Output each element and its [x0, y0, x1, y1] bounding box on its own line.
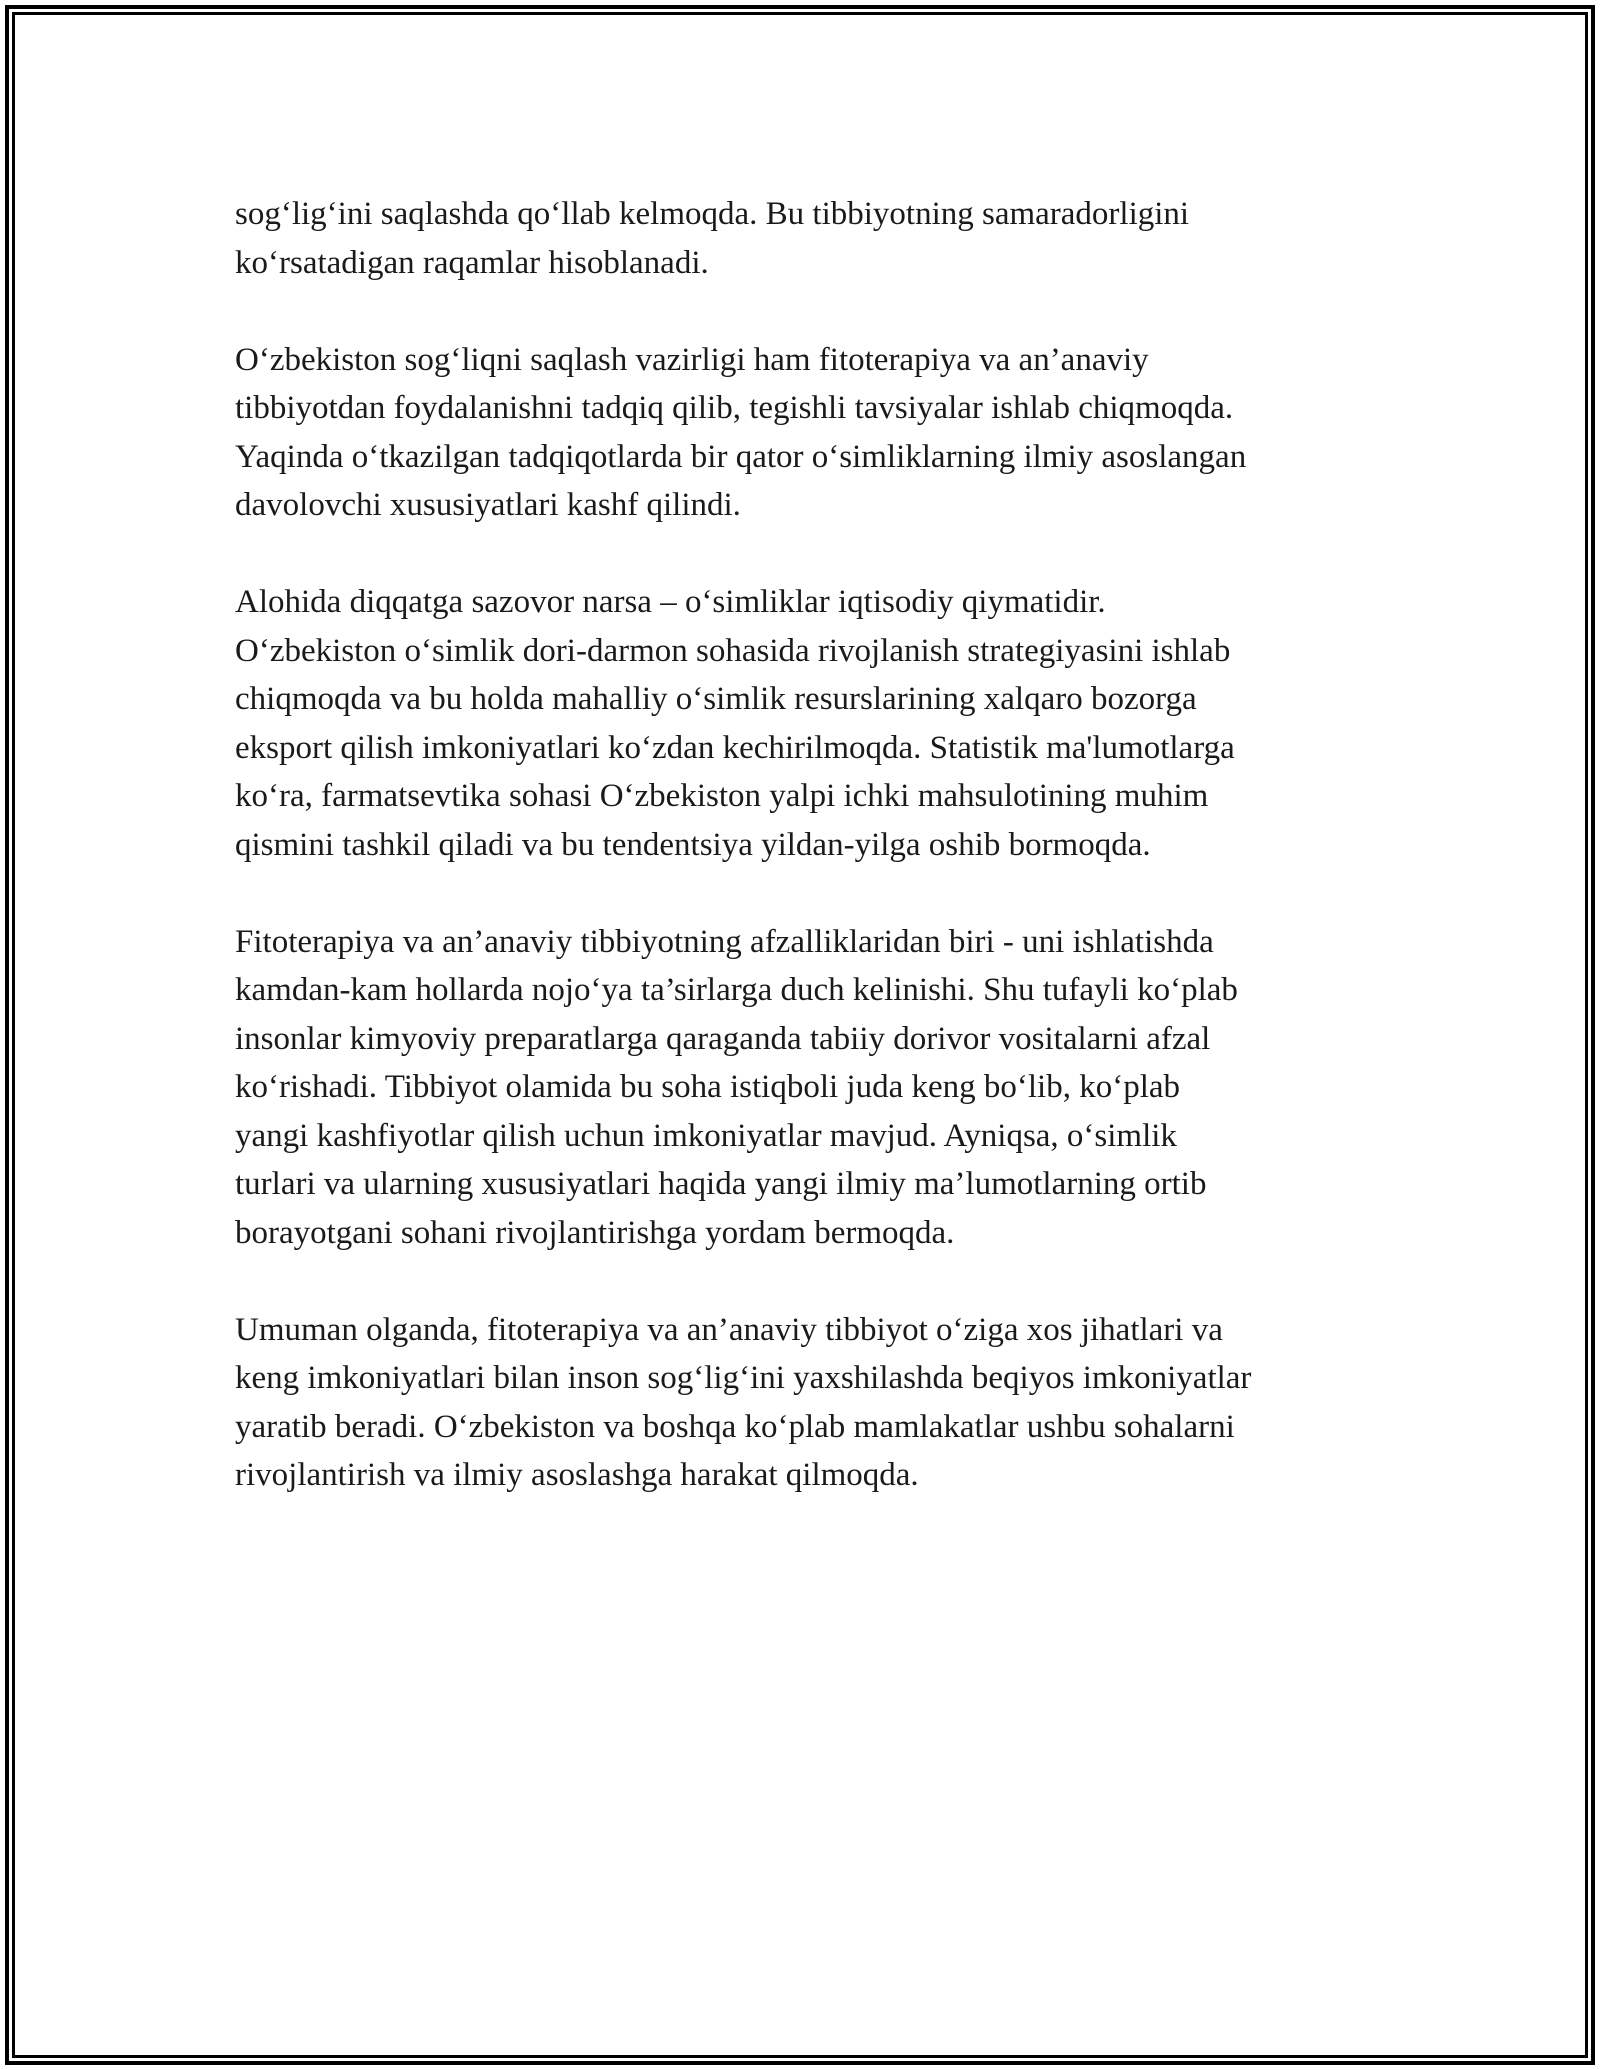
document-body: [235, 190, 1385, 1548]
paragraph-4: Fitoterapiya va an’anaviy tibbiyotning afzalliklaridan biri - uni ishlatishda kamdan-kam hollarda nojo‘ya ta’sirlarga duch kelinishi. Shu tufayli ko‘plab insonlar kimyoviy preparatlarga qaraganda tabiiy dorivor vositalarni afzal ko‘rishadi. Tibbiyot olamida bu soha istiqboli juda keng bo‘lib, ko‘plab yangi kashfiyotlar qilish uchun imkoniyatlar mavjud. Ayniqsa, o‘simlik turlari va ularning xususiyatlari haqida yangi ilmiy ma’lumotlarning ortib borayotgani sohani rivojlantirishga yordam bermoqda.: [235, 923, 1238, 1251]
paragraph-1: sog‘lig‘ini saqlashda qo‘llab kelmoqda. Bu tibbiyotning samaradorligini ko‘rsatadigan raqamlar hisoblanadi.: [235, 196, 1190, 281]
paragraph-5: Umuman olganda, fitoterapiya va an’anaviy tibbiyot o‘ziga xos jihatlari va keng imkoniyatlari bilan inson sog‘lig‘ini yaxshilashda beqiyos imkoniyatlar yaratib beradi. O‘zbekiston va boshqa ko‘plab mamlakatlar ushbu sohalarni rivojlantirish va ilmiy asoslashga harakat qilmoqda.: [235, 1311, 1252, 1493]
paragraph-3: Alohida diqqatga sazovor narsa – o‘simliklar iqtisodiy qiymatidir. O‘zbekiston o‘simlik dori-darmon sohasida rivojlanish strategiyasini ishlab chiqmoqda va bu holda mahalliy o‘simlik resurslarining xalqaro bozorga eksport qilish imkoniyatlari ko‘zdan kechirilmoqda. Statistik ma'lumotlarga ko‘ra, farmatsevtika sohasi O‘zbekiston yalpi ichki mahsulotining muhim qismini tashkil qiladi va bu tendentsiya yildan-yilga oshib bormoqda.: [235, 584, 1235, 863]
paragraph-2: O‘zbekiston sog‘liqni saqlash vazirligi ham fitoterapiya va an’anaviy tibbiyotdan foydalanishni tadqiq qilib, tegishli tavsiyalar ishlab chiqmoqda. Yaqinda o‘tkazilgan tadqiqotlarda bir qator o‘simliklarning ilmiy asoslangan davolovchi xususiyatlari kashf qilindi.: [235, 341, 1247, 523]
